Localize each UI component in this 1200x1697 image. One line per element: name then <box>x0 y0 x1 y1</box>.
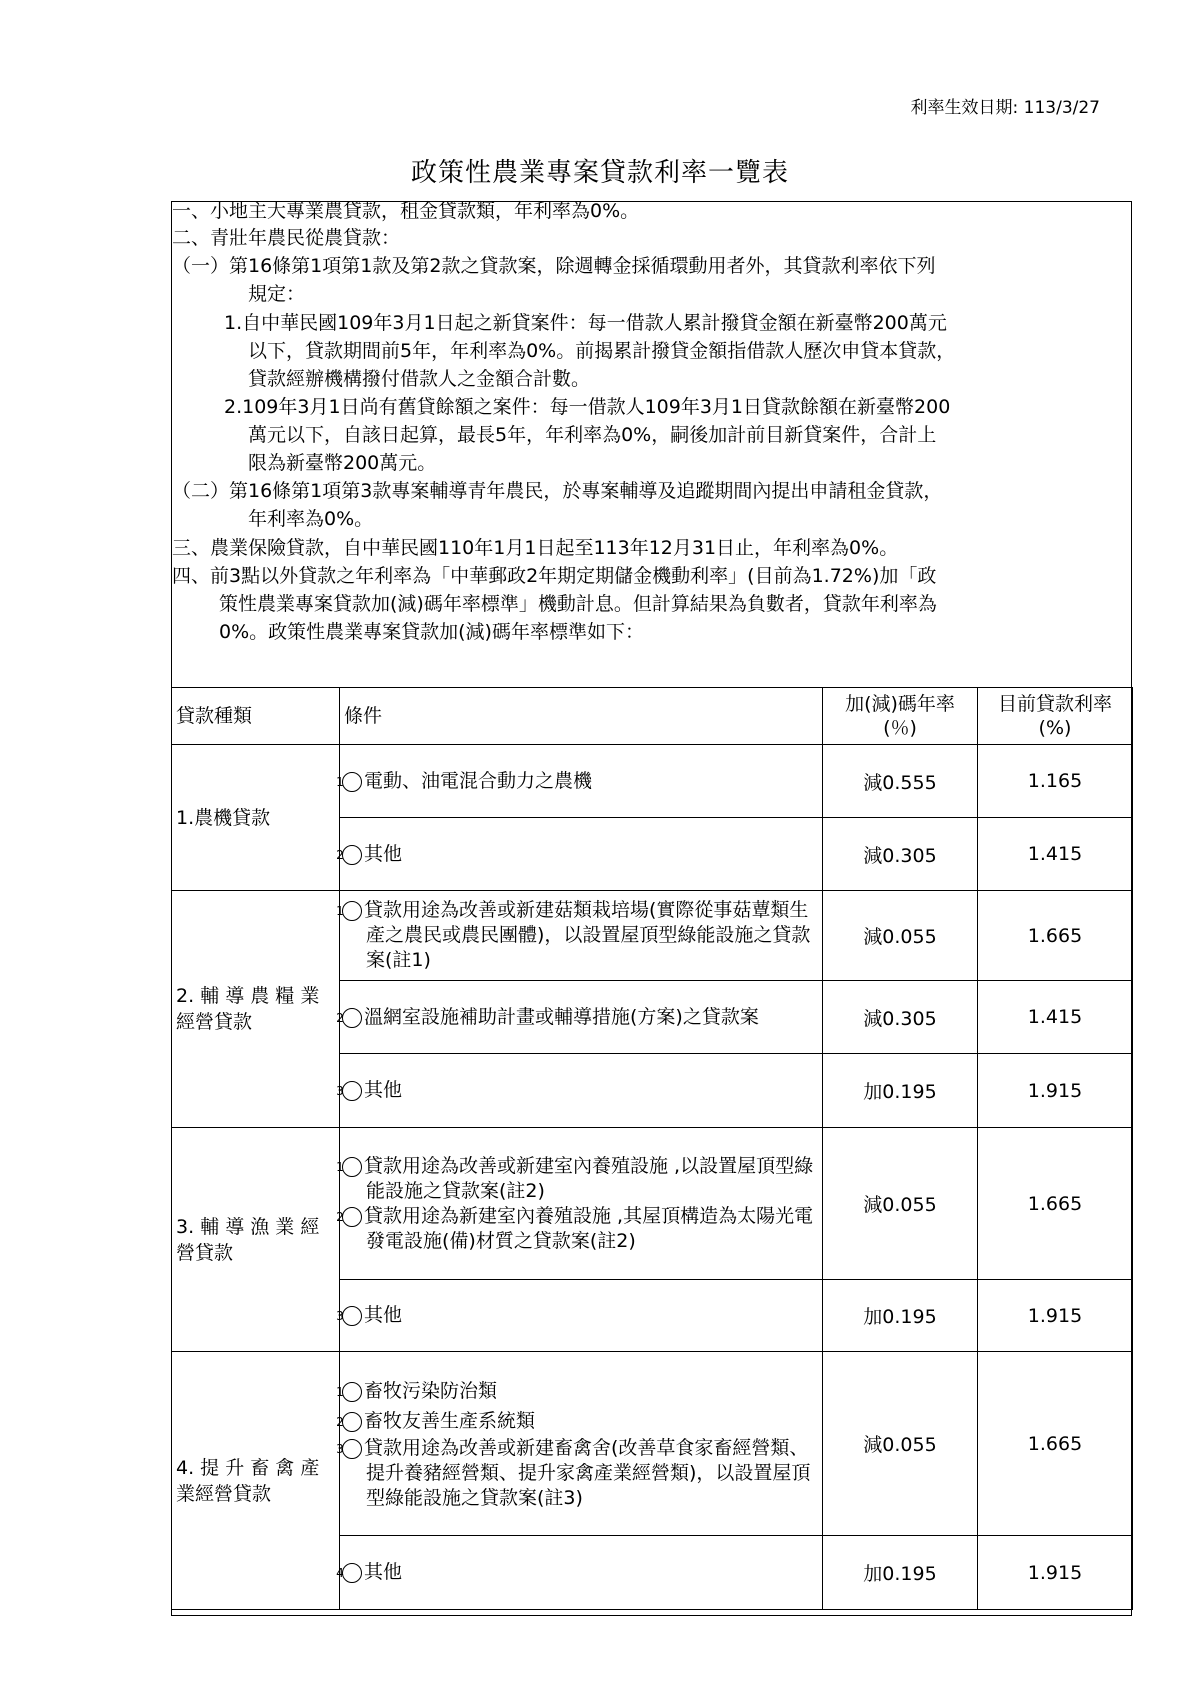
rate-cell: 1.665 <box>978 1352 1133 1536</box>
condition-item: 1 電動、油電混合動力之農機 <box>336 769 593 792</box>
condition-item: 3 其他 <box>336 1079 403 1101</box>
rate-cell: 1.665 <box>978 1128 1133 1280</box>
rate-cell: 1.915 <box>978 1280 1133 1352</box>
intro-line: 三、農業保險貸款，自中華民國110年1月1日起至113年12月31日止，年利率為0%。 <box>172 537 899 559</box>
intro-line: 以下，貸款期間前5年，年利率為0%。前揭累計撥貸金額指借款人歷次申貸本貸款， <box>248 340 956 362</box>
condition-item: 2 畜牧友善生產系統類 <box>336 1410 536 1432</box>
adjustment-cell: 減0.555 <box>823 745 978 818</box>
condition-cell <box>336 745 823 818</box>
intro-line: 二、青壯年農民從農貸款： <box>172 227 401 249</box>
intro-line: 貸款經辦機構撥付借款人之金額合計數。 <box>248 368 591 390</box>
intro-section <box>172 202 1131 687</box>
adjustment-cell: 加0.195 <box>823 1280 978 1352</box>
intro-line: 2.109年3月1日尚有舊貸餘額之案件：每一借款人109年3月1日貸款餘額在新臺幣200 <box>224 396 951 418</box>
intro-line: （一）第16條第1項第1款及第2款之貸款案，除週轉金採循環動用者外，其貸款利率依下列 <box>172 255 936 277</box>
condition-cell <box>336 1352 823 1536</box>
intro-line: 萬元以下，自該日起算，最長5年，年利率為0%，嗣後加計前目新貸案件，合計上 <box>248 424 937 446</box>
condition-cell <box>336 1128 823 1280</box>
rate-table <box>171 687 1133 1610</box>
condition-item: 4 其他 <box>336 1561 403 1583</box>
intro-line: 0%。政策性農業專案貸款加(減)碼年率標準如下： <box>219 621 644 643</box>
circled-number: 1 <box>342 1382 362 1402</box>
condition-cell <box>336 1054 823 1128</box>
condition-item: 2 貸款用途為新建室內養殖設施 ,其屋頂構造為太陽光電發電設施(備)材質之貸款案(註2) <box>336 1204 814 1252</box>
condition-cell <box>336 981 823 1054</box>
condition-item: 3 其他 <box>336 1304 403 1326</box>
rate-cell: 1.665 <box>978 891 1133 981</box>
circled-number: 3 <box>342 1081 362 1101</box>
adjustment-cell: 減0.055 <box>823 891 978 981</box>
circled-number: 3 <box>342 1439 362 1459</box>
condition-item: 2 其他 <box>336 842 403 865</box>
intro-line: 規定： <box>248 283 306 305</box>
rate-cell: 1.415 <box>978 981 1133 1054</box>
condition-item: 1 畜牧污染防治類 <box>336 1380 498 1402</box>
loan-type-cell: 4. 提 升 畜 禽 產 業經營貸款 <box>172 1352 340 1610</box>
table-header-row <box>172 688 1133 745</box>
condition-item: 2 溫網室設施補助計畫或輔導措施(方案)之貸款案 <box>336 1005 759 1028</box>
circled-number: 2 <box>342 1207 362 1227</box>
condition-item: 1 貸款用途為改善或新建室內養殖設施 ,以設置屋頂型綠能設施之貸款案(註2) <box>336 1154 814 1202</box>
circled-number: 1 <box>342 772 362 792</box>
header-loan-type: 貸款種類 <box>172 688 340 745</box>
adjustment-cell: 加0.195 <box>823 1536 978 1610</box>
circled-number: 1 <box>342 1157 362 1177</box>
intro-line: 年利率為0%。 <box>248 508 374 530</box>
header-condition: 條件 <box>340 688 823 745</box>
loan-type-cell: 1.農機貸款 <box>172 745 340 891</box>
intro-line: 策性農業專案貸款加(減)碼年率標準」機動計息。但計算結果為負數者，貸款年利率為 <box>219 593 937 615</box>
condition-item: 1 貸款用途為改善或新建菇類栽培場(實際從事菇蕈類生產之農民或農民團體)，以設置屋頂型綠能設施之貸款案(註1) <box>336 899 811 971</box>
circled-number: 2 <box>342 1412 362 1432</box>
intro-line: 四、前3點以外貸款之年利率為「中華郵政2年期定期儲金機動利率」(目前為1.72%)加「政 <box>172 565 937 587</box>
header-current-rate: 目前貸款利率 (%) <box>978 688 1133 745</box>
intro-line: 限為新臺幣200萬元。 <box>248 452 437 474</box>
header-adjustment: 加(減)碼年率 (％) <box>823 688 978 745</box>
rate-document-frame <box>171 201 1132 1616</box>
circled-number: 2 <box>342 1008 362 1028</box>
table-row <box>172 891 1133 981</box>
adjustment-cell: 減0.055 <box>823 1352 978 1536</box>
effective-date: 利率生效日期: 113/3/27 <box>910 98 1100 118</box>
condition-item: 3 貸款用途為改善或新建畜禽舍(改善草食家畜經營類、提升養豬經營類、提升家禽產業經營類)，以設置屋頂型綠能設施之貸款案(註3) <box>336 1437 811 1509</box>
page-title: 政策性農業專案貸款利率一覽表 <box>410 158 789 188</box>
circled-number: 1 <box>342 901 362 921</box>
circled-number: 3 <box>342 1306 362 1326</box>
loan-type-cell: 3. 輔 導 漁 業 經 營貸款 <box>172 1128 340 1352</box>
adjustment-cell: 減0.305 <box>823 981 978 1054</box>
intro-line: 一、小地主大專業農貸款，租金貸款類，年利率為0%。 <box>172 200 640 222</box>
circled-number: 2 <box>342 845 362 865</box>
table-row <box>172 745 1133 818</box>
adjustment-cell: 減0.055 <box>823 1128 978 1280</box>
rate-cell: 1.915 <box>978 1536 1133 1610</box>
rate-cell: 1.915 <box>978 1054 1133 1128</box>
table-row <box>172 1352 1133 1536</box>
condition-cell <box>336 1536 823 1610</box>
rate-cell: 1.415 <box>978 818 1133 891</box>
condition-cell <box>336 891 823 981</box>
condition-cell <box>336 1280 823 1352</box>
table-row <box>172 1128 1133 1280</box>
rate-cell: 1.165 <box>978 745 1133 818</box>
intro-line: 1.自中華民國109年3月1日起之新貸案件：每一借款人累計撥貸金額在新臺幣200萬元 <box>224 312 947 334</box>
condition-cell <box>336 818 823 891</box>
loan-type-cell: 2. 輔 導 農 糧 業 經營貸款 <box>172 891 340 1128</box>
adjustment-cell: 減0.305 <box>823 818 978 891</box>
circled-number: 4 <box>342 1563 362 1583</box>
adjustment-cell: 加0.195 <box>823 1054 978 1128</box>
intro-line: （二）第16條第1項第3款專案輔導青年農民，於專案輔導及追蹤期間內提出申請租金貸款， <box>172 480 943 502</box>
